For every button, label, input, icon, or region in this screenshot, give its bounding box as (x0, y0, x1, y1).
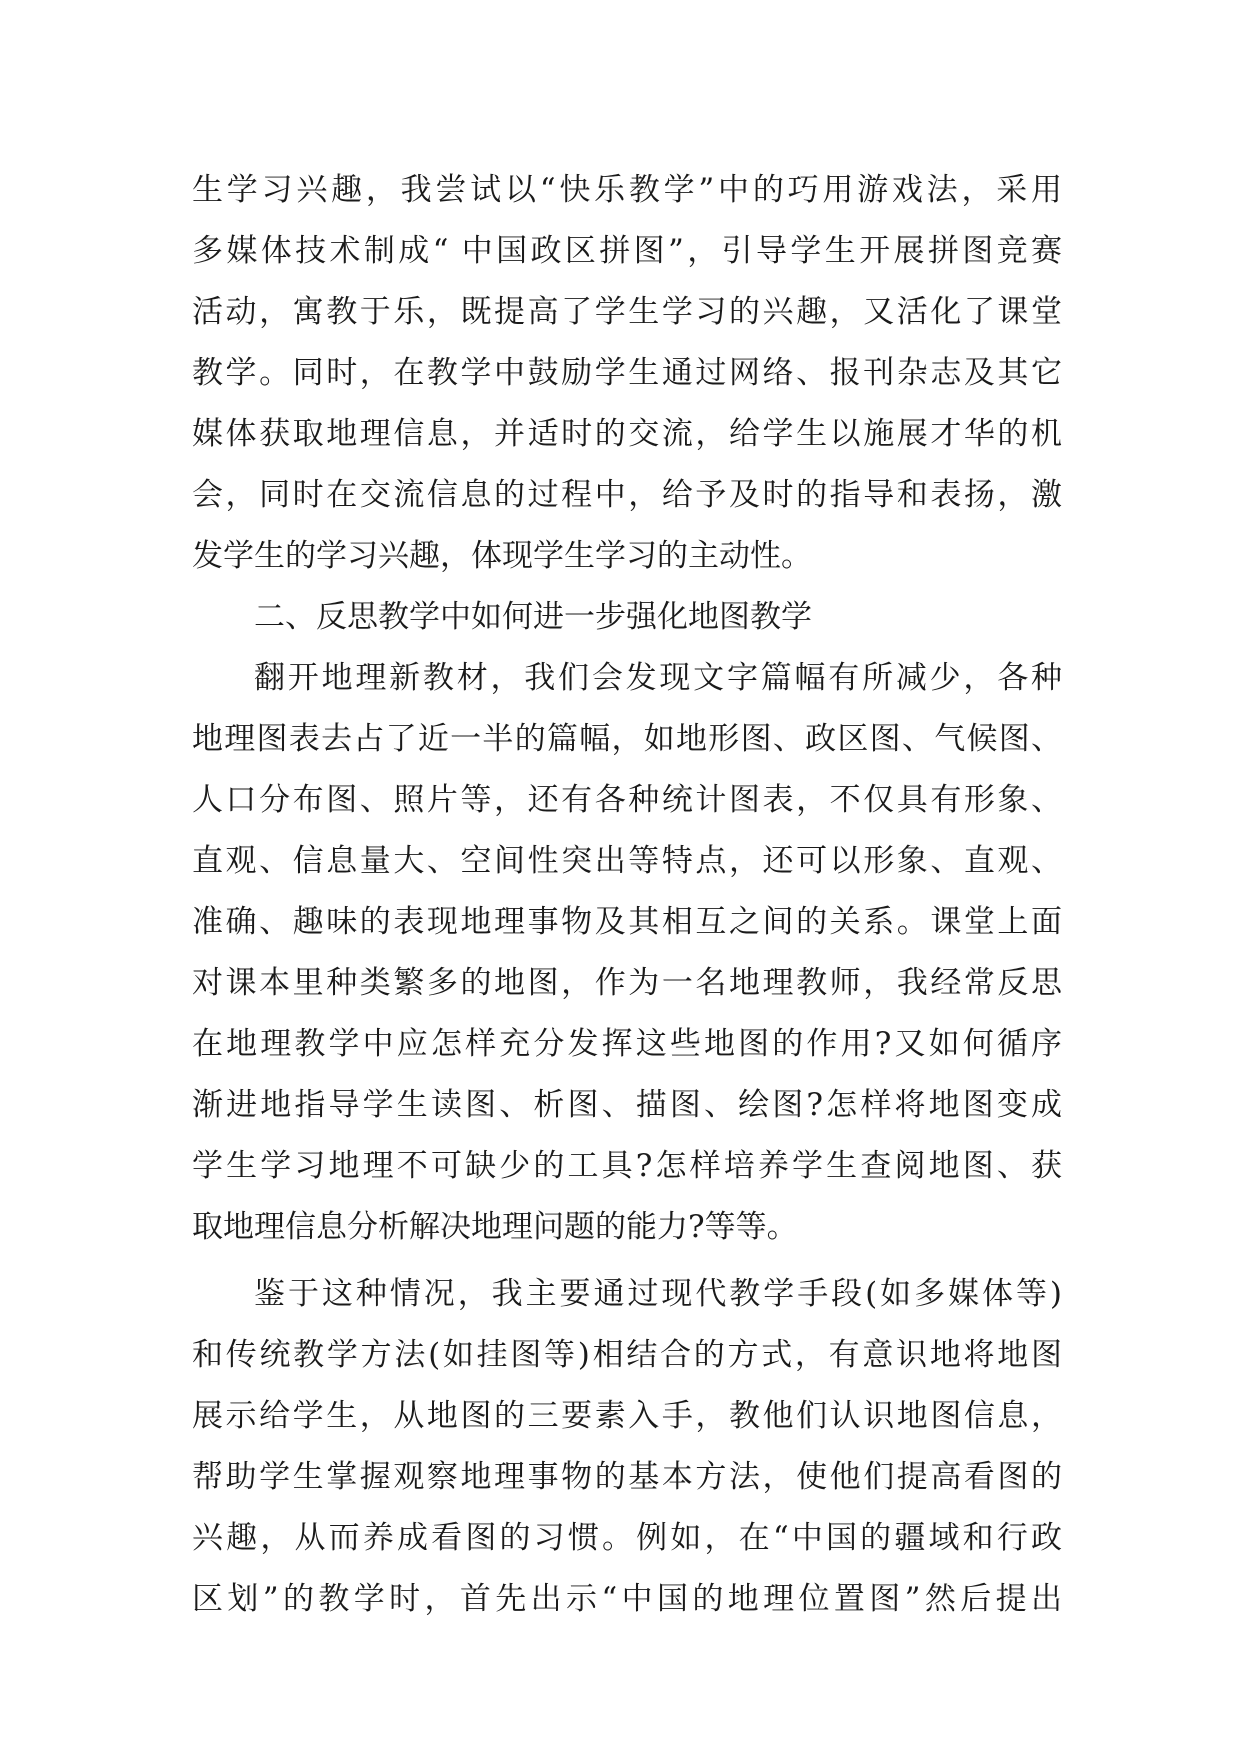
text-line: 鉴于这种情况，我主要通过现代教学手段(如多媒体等) (254, 1276, 1062, 1312)
text-line: 学生学习地理不可缺少的工具?怎样培养学生查阅地图、获 (192, 1148, 1062, 1184)
text-line: 多媒体技术制成“ 中国政区拼图”，引导学生开展拼图竞赛 (192, 233, 1062, 269)
text-line: 教学。同时，在教学中鼓励学生通过网络、报刊杂志及其它 (192, 355, 1062, 391)
text-line: 直观、信息量大、空间性突出等特点，还可以形象、直观、 (192, 843, 1062, 879)
text-line: 活动，寓教于乐，既提高了学生学习的兴趣，又活化了课堂 (192, 294, 1062, 330)
text-line: 兴趣，从而养成看图的习惯。例如，在“中国的疆域和行政 (192, 1520, 1062, 1556)
body-text (192, 160, 1062, 1630)
text-line: 帮助学生掌握观察地理事物的基本方法，使他们提高看图的 (192, 1459, 1062, 1495)
text-line: 翻开地理新教材，我们会发现文字篇幅有所减少，各种 (254, 660, 1062, 696)
text-line: 在地理教学中应怎样充分发挥这些地图的作用?又如何循序 (192, 1026, 1062, 1062)
text-line: 生学习兴趣，我尝试以“快乐教学”中的巧用游戏法，采用 (192, 172, 1062, 208)
text-line: 地理图表去占了近一半的篇幅，如地形图、政区图、气候图、 (192, 721, 1062, 757)
text-line: 对课本里种类繁多的地图，作为一名地理教师，我经常反思 (192, 965, 1062, 1001)
text-line: 发学生的学习兴趣，体现学生学习的主动性。 (192, 538, 812, 574)
text-line: 媒体获取地理信息，并适时的交流，给学生以施展才华的机 (192, 416, 1062, 452)
section-heading: 二、反思教学中如何进一步强化地图教学 (254, 599, 812, 635)
text-line: 渐进地指导学生读图、析图、描图、绘图?怎样将地图变成 (192, 1087, 1062, 1123)
text-line: 区划”的教学时，首先出示“中国的地理位置图”然后提出 (192, 1581, 1062, 1617)
text-line: 准确、趣味的表现地理事物及其相互之间的关系。课堂上面 (192, 904, 1062, 940)
text-line: 和传统教学方法(如挂图等)相结合的方式，有意识地将地图 (192, 1337, 1062, 1373)
text-line: 会，同时在交流信息的过程中，给予及时的指导和表扬，激 (192, 477, 1062, 513)
text-line: 展示给学生，从地图的三要素入手，教他们认识地图信息， (192, 1398, 1062, 1434)
text-line: 取地理信息分析解决地理问题的能力?等等。 (192, 1209, 798, 1245)
text-line: 人口分布图、照片等，还有各种统计图表，不仅具有形象、 (192, 782, 1062, 818)
